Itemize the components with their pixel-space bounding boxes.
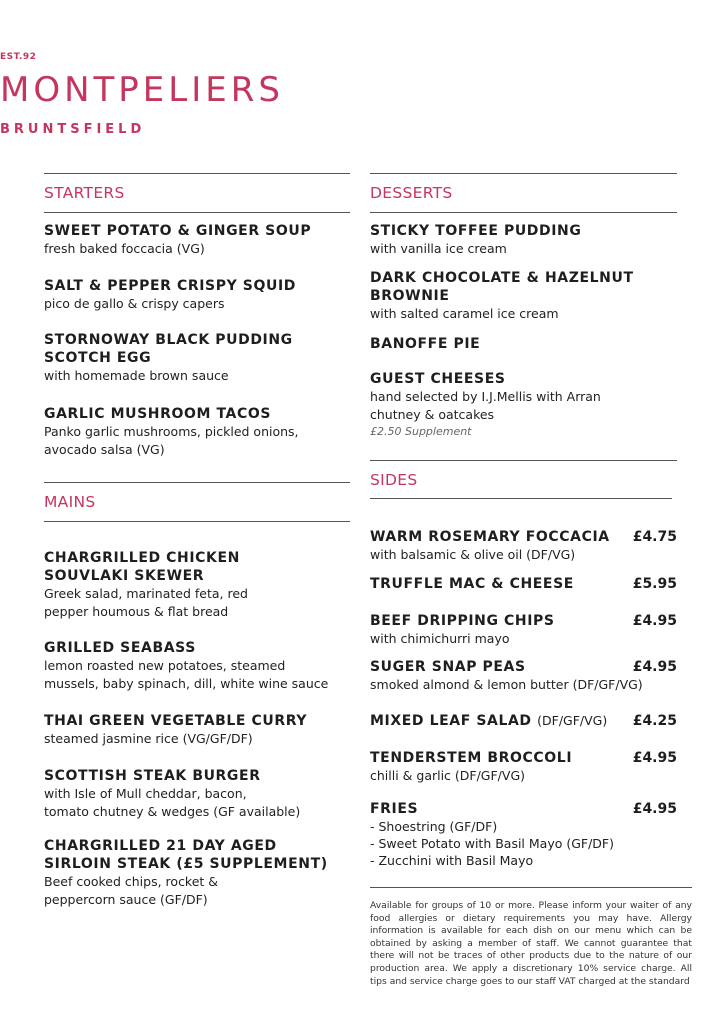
main-item [44,549,248,621]
desserts-bottom-rule [370,212,677,213]
side-desc: smoked almond & lemon butter (DF/GF/VG) [370,677,643,692]
mains-bottom-rule [44,521,350,522]
desserts-heading: DESSERTS [370,184,453,202]
fries-option: - Sweet Potato with Basil Mayo (GF/DF) [370,836,615,851]
side-item [370,528,677,564]
main-name-line2: SIRLOIN STEAK (£5 SUPPLEMENT) [44,856,328,872]
side-item [370,800,677,869]
side-price: £4.25 [632,713,677,729]
main-name: THAI GREEN VEGETABLE CURRY [44,713,308,729]
dessert-item [370,222,581,258]
side-item [370,612,677,648]
main-desc-line2: pepper houmous & flat bread [44,604,229,619]
sides-heading: SIDES [370,471,418,489]
side-price: £4.95 [632,801,677,817]
starter-name: SALT & PEPPER CRISPY SQUID [44,278,296,294]
main-desc-line1: with Isle of Mull cheddar, bacon, [44,786,247,801]
side-name: FRIES [370,801,419,817]
main-desc-line2: peppercorn sauce (GF/DF) [44,892,208,907]
side-item [370,658,677,694]
side-name: TENDERSTEM BROCCOLI [370,750,573,766]
side-dietary-inline: (DF/GF/VG) [537,713,608,728]
main-desc-line2: mussels, baby spinach, dill, white wine sauce [44,676,329,691]
dessert-desc: with salted caramel ice cream [370,306,559,321]
established-label: EST.92 [0,52,37,62]
starter-desc: pico de gallo & crispy capers [44,296,225,311]
dessert-name-line2: BROWNIE [370,288,450,304]
starter-item [44,331,293,385]
main-name: SCOTTISH STEAK BURGER [44,768,261,784]
disclaimer-rule [370,887,692,888]
side-item [370,749,677,785]
desserts-top-rule [370,173,677,174]
side-price: £4.95 [632,659,677,675]
restaurant-name: MONTPELIERS [0,70,284,110]
starter-desc: fresh baked foccacia (VG) [44,241,205,256]
mains-heading: MAINS [44,493,96,511]
mains-top-rule [44,482,350,483]
main-desc-line1: Beef cooked chips, rocket & [44,874,219,889]
side-item [370,712,677,730]
starters-bottom-rule [44,212,350,213]
dessert-desc-line2: chutney & oatcakes [370,407,495,422]
dessert-name: GUEST CHEESES [370,371,506,387]
main-name-line2: SOUVLAKI SKEWER [44,568,205,584]
fries-option: - Zucchini with Basil Mayo [370,853,534,868]
starter-desc: with homemade brown sauce [44,368,229,383]
restaurant-location: BRUNTSFIELD [0,122,146,137]
starter-desc-line1: Panko garlic mushrooms, pickled onions, [44,424,299,439]
dessert-item [370,269,634,323]
main-name-line1: CHARGRILLED 21 DAY AGED [44,838,277,854]
side-price: £4.75 [632,529,677,545]
dessert-desc-line1: hand selected by I.J.Mellis with Arran [370,389,601,404]
main-item [44,712,307,748]
starter-name-line1: STORNOWAY BLACK PUDDING [44,332,293,348]
starters-top-rule [44,173,350,174]
starter-desc-line2: avocado salsa (VG) [44,442,165,457]
dessert-name: STICKY TOFFEE PUDDING [370,223,582,239]
side-desc: chilli & garlic (DF/GF/VG) [370,768,526,783]
side-name: SUGER SNAP PEAS [370,659,526,675]
starter-item [44,222,311,258]
main-name-line1: CHARGRILLED CHICKEN [44,550,240,566]
side-name: WARM ROSEMARY FOCCACIA [370,529,610,545]
side-desc: with chimichurri mayo [370,631,510,646]
starter-item [44,277,296,313]
side-price: £5.95 [632,576,677,592]
main-name: GRILLED SEABASS [44,640,196,656]
dessert-item [370,335,480,353]
side-desc: with balsamic & olive oil (DF/VG) [370,547,576,562]
starter-name: SWEET POTATO & GINGER SOUP [44,223,312,239]
starters-heading: STARTERS [44,184,125,202]
side-item [370,575,677,593]
dessert-name: BANOFFE PIE [370,336,481,352]
main-desc-line2: tomato chutney & wedges (GF available) [44,804,301,819]
main-item [44,639,328,693]
dessert-name-line1: DARK CHOCOLATE & HAZELNUT [370,270,634,286]
dessert-desc: with vanilla ice cream [370,241,507,256]
sides-top-rule [370,460,677,461]
fries-option: - Shoestring (GF/DF) [370,819,498,834]
main-desc-line1: lemon roasted new potatoes, steamed [44,658,286,673]
side-price: £4.95 [632,750,677,766]
starter-name-line2: SCOTCH EGG [44,350,152,366]
side-name-text: MIXED LEAF SALAD [370,713,532,729]
main-item [44,767,300,821]
main-item [44,837,328,909]
side-price: £4.95 [632,613,677,629]
supplement-note: £2.50 Supplement [370,425,472,438]
sides-bottom-rule [370,498,672,499]
starter-name: GARLIC MUSHROOM TACOS [44,406,272,422]
side-name [370,712,607,730]
main-desc: steamed jasmine rice (VG/GF/DF) [44,731,253,746]
side-name: TRUFFLE MAC & CHEESE [370,576,574,592]
side-name: BEEF DRIPPING CHIPS [370,613,555,629]
main-desc-line1: Greek salad, marinated feta, red [44,586,248,601]
dessert-item [370,370,601,440]
starter-item [44,405,299,459]
allergy-disclaimer: Available for groups of 10 or more. Please inform your waiter of any food allergies or dietary requirements you may have. Allergy information is available for each dish on our menu which can be obtained by asking a member of staff. We cannot guarantee that there will not be traces of other products due to the nature of our production area. We apply a discretionary 10% service charge. All tips and service charge goes to our staff VAT charged at the standard [370,900,692,987]
